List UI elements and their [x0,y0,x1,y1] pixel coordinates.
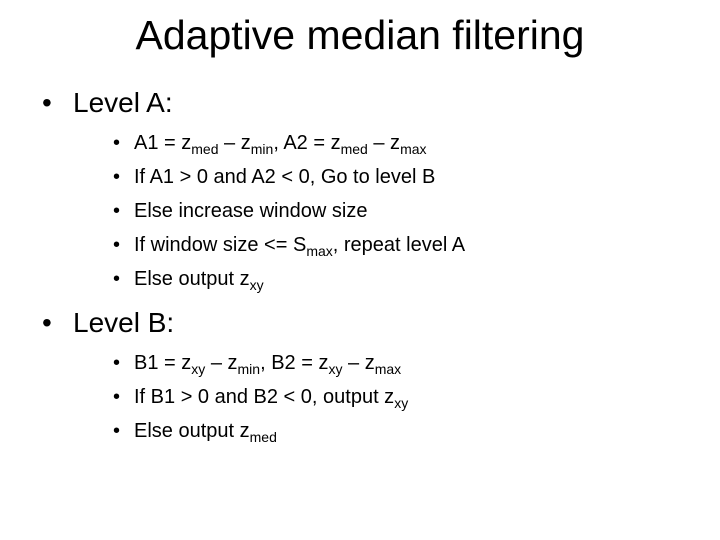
level-a-item [113,164,435,190]
subscript: med [249,429,277,445]
level-b-heading-row [42,306,174,340]
subscript: xy [249,277,264,293]
level-a-item [113,130,427,156]
item-text: Else increase window size [134,200,368,222]
subscript: max [306,243,333,259]
level-a-heading-row [42,86,173,120]
item-text: Else output z [134,420,250,442]
item-text: , B2 = z [260,352,329,374]
subscript: xy [191,361,206,377]
level-a-item [113,266,264,292]
item-text: If window size <= S [134,234,307,256]
item-text: – z [218,132,251,154]
bullet-icon: • [113,268,121,290]
level-b-item [113,350,401,376]
item-text: A1 = z [134,132,192,154]
subscript: min [237,361,261,377]
subscript: max [400,141,427,157]
subscript: max [374,361,402,377]
subscript: med [340,141,368,157]
item-text: – z [342,352,375,374]
level-b-heading: Level B: [73,307,175,338]
bullet-icon: • [113,166,121,188]
bullet-icon: • [113,200,121,222]
subscript: xy [328,361,343,377]
level-a-item [113,198,367,224]
subscript: med [191,141,219,157]
level-a-item [113,232,465,258]
item-text: B1 = z [134,352,192,374]
bullet-icon: • [113,420,121,442]
item-text: , repeat level A [332,234,466,256]
bullet-icon: • [113,386,121,408]
subscript: xy [394,395,409,411]
item-text: If B1 > 0 and B2 < 0, output z [134,386,395,408]
item-text: – z [205,352,238,374]
level-b-item [113,384,408,410]
item-text: , A2 = z [273,132,341,154]
bullet-icon: • [113,234,121,256]
bullet-icon: • [42,307,52,338]
level-a-heading: Level A: [73,87,173,118]
subscript: min [250,141,274,157]
item-text: Else output z [134,268,250,290]
item-text: If A1 > 0 and A2 < 0, Go to level B [134,166,436,188]
level-b-item [113,418,277,444]
bullet-icon: • [113,132,121,154]
bullet-icon: • [113,352,121,374]
item-text: – z [367,132,401,154]
slide-title: Adaptive median filtering [135,12,585,58]
bullet-icon: • [42,87,52,118]
